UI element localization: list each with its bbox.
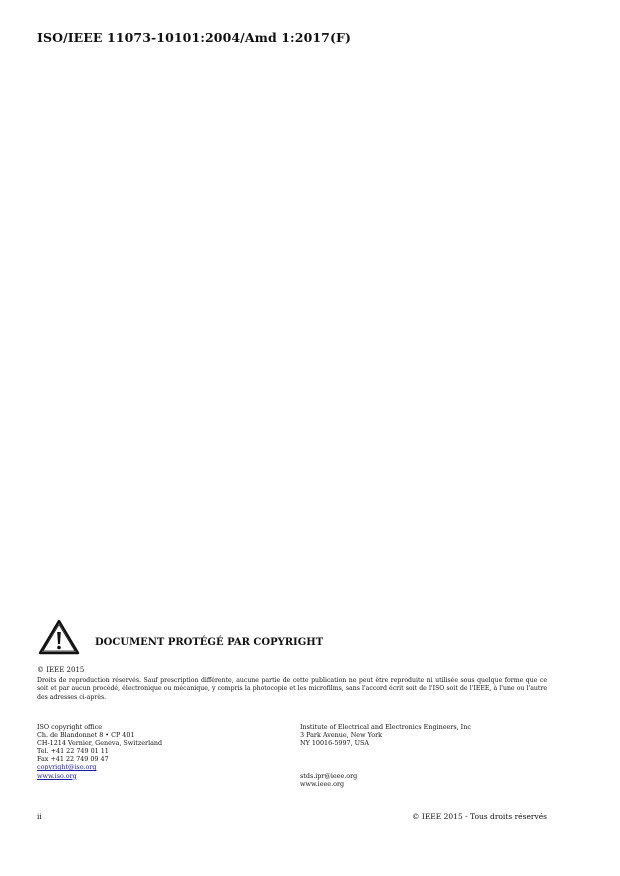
iso-street: Ch. de Blandonnet 8 • CP 401 — [37, 731, 135, 740]
document-title: ISO/IEEE 11073-10101:2004/Amd 1:2017(F) — [37, 30, 351, 45]
copyright-notice — [37, 617, 547, 702]
iso-address — [37, 723, 300, 788]
iso-city: CH-1214 Vernier, Geneva, Switzerland — [37, 739, 163, 748]
contact-addresses — [37, 723, 547, 788]
page-footer — [37, 812, 547, 821]
ieee-email: stds.ipr@ieee.org — [300, 771, 358, 780]
iso-telephone: Tel. +41 22 749 01 11 — [37, 747, 109, 756]
iso-email-link[interactable]: copyright@iso.org — [37, 763, 97, 772]
notice-title: DOCUMENT PROTÉGÉ PAR COPYRIGHT — [95, 636, 324, 648]
footer-rights: © IEEE 2015 - Tous droits réservés — [411, 812, 547, 821]
iso-fax: Fax +41 22 749 09 47 — [37, 755, 109, 764]
warning-triangle-icon — [37, 618, 81, 656]
page-number: ii — [37, 812, 42, 821]
iso-office-name: ISO copyright office — [37, 723, 102, 731]
iso-website-link[interactable]: www.iso.org — [37, 771, 77, 780]
ieee-address — [300, 723, 547, 788]
copyright-line: © IEEE 2015 — [37, 666, 85, 674]
ieee-city: NY 10016-5997, USA — [300, 739, 370, 748]
ieee-website: www.ieee.org — [300, 779, 345, 788]
rights-text: Droits de reproduction réservés. Sauf prescription différente, aucune partie de cette publication ne peut être reproduite ni utilisée sous quelque forme que ce soit et par aucun procédé, électronique ou mécanique, y compris la photocopie et les microfilms, sans l'accord écrit soit de l'ISO soit de l'IEEE, à l'une ou l'autre des adresses ci-après. — [37, 677, 547, 701]
notice-heading-row — [37, 617, 547, 657]
ieee-name: Institute of Electrical and Electronics Engineers, Inc — [300, 723, 471, 731]
ieee-street: 3 Park Avenue, New York — [300, 731, 383, 740]
